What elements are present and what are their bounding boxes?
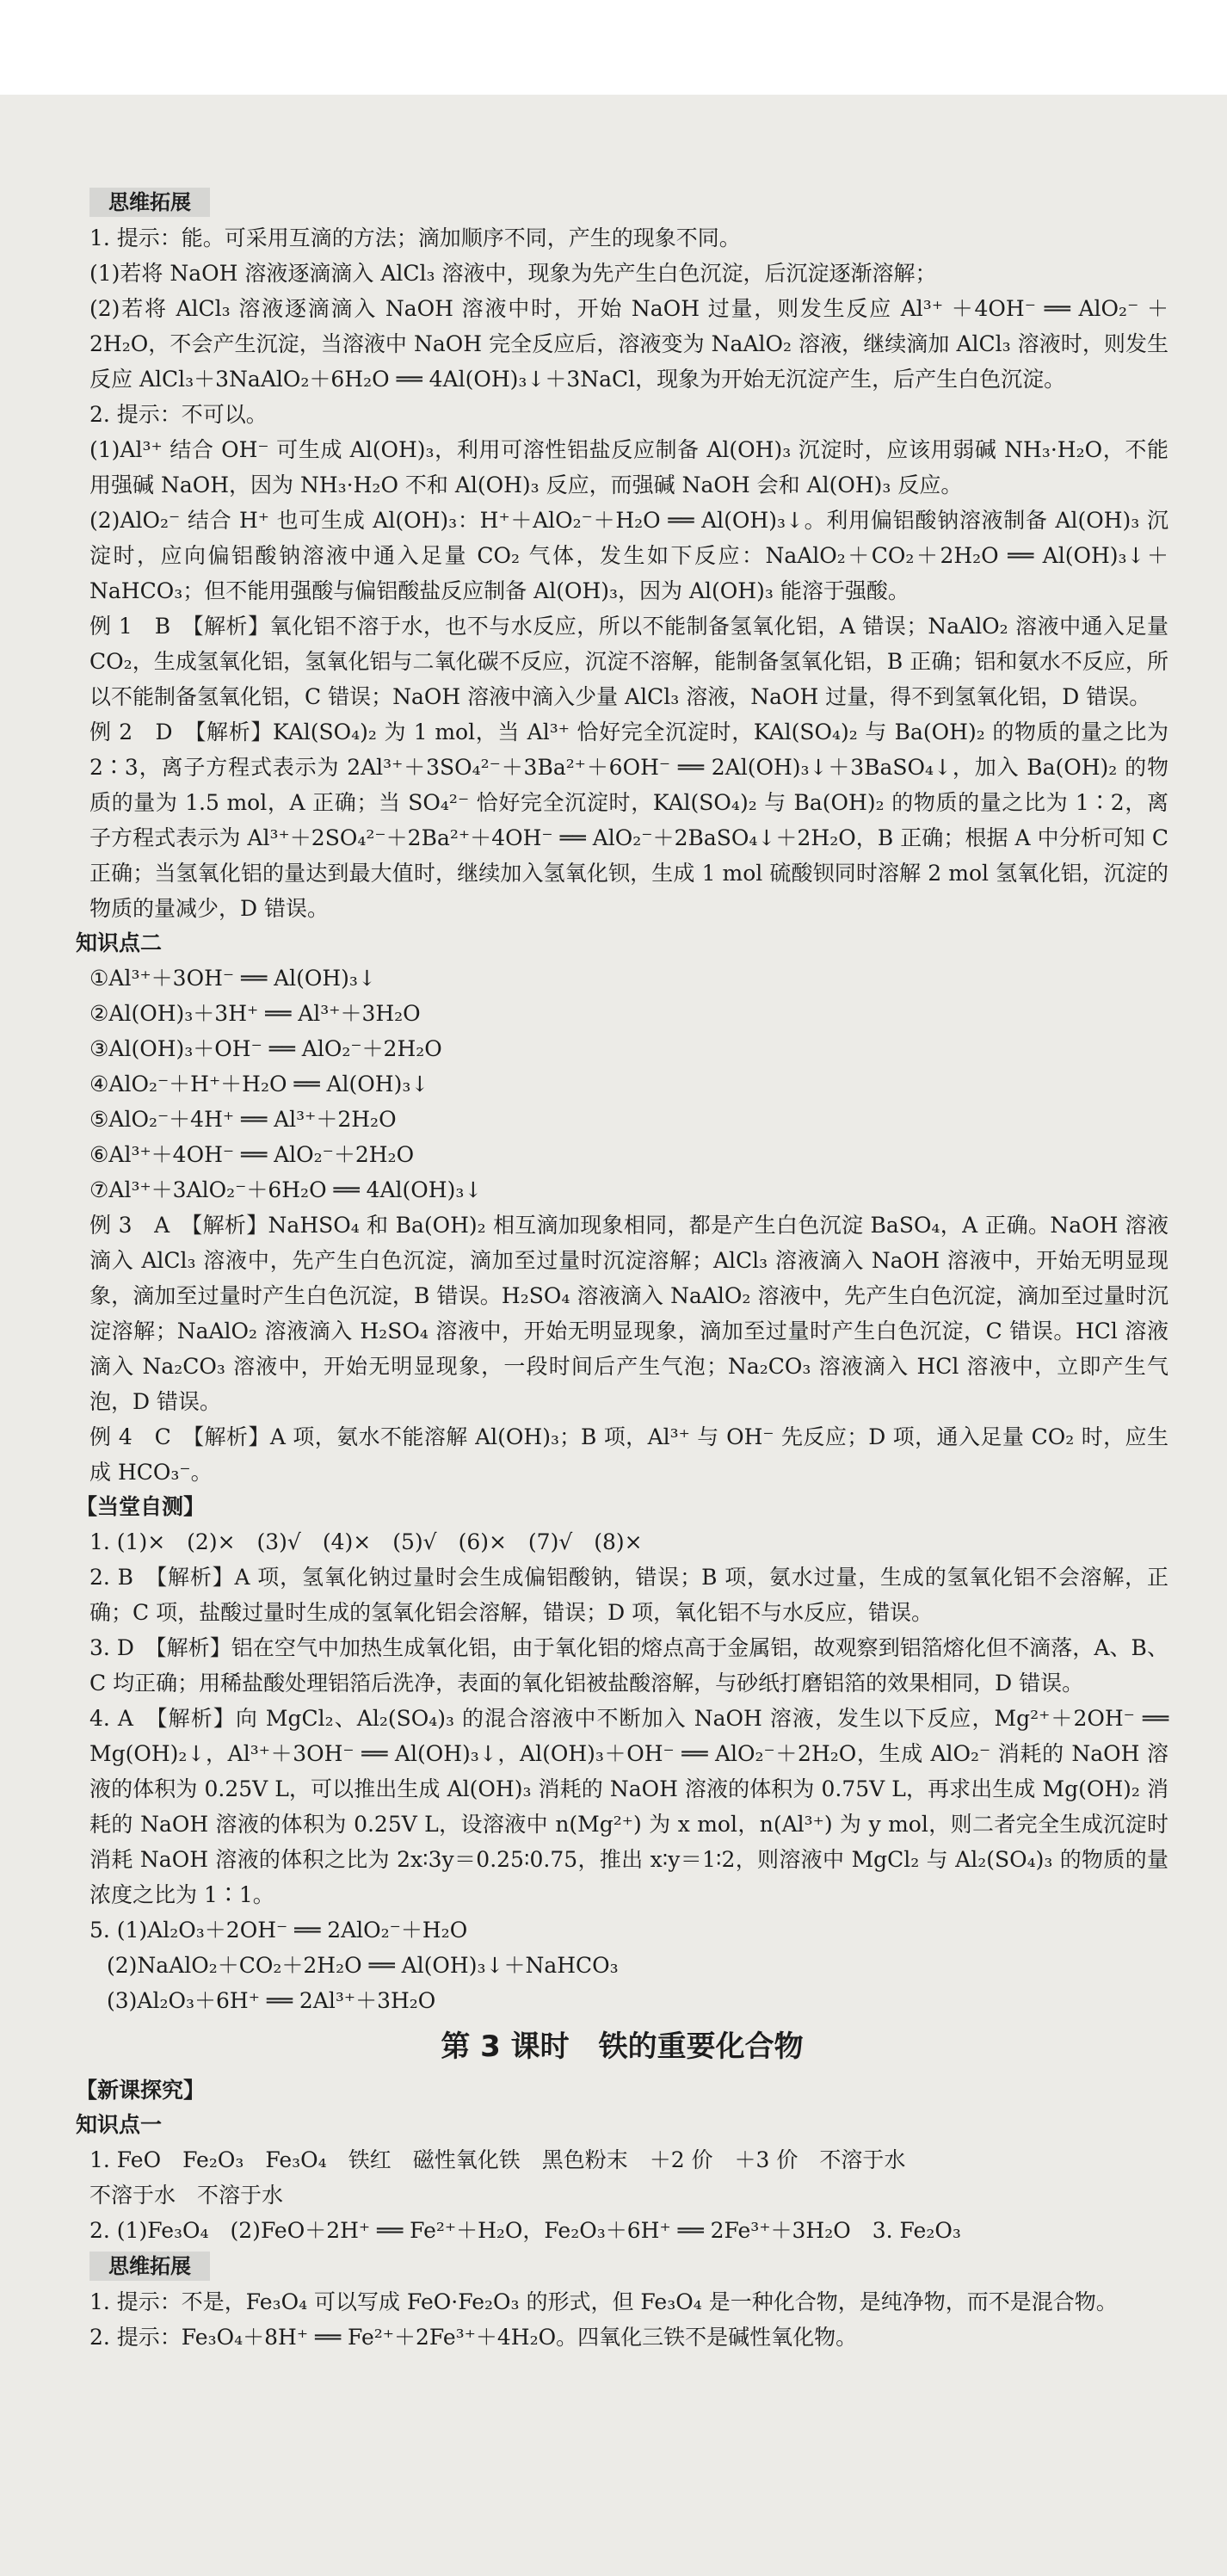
answer-line: 2. 提示：Fe₃O₄＋8H⁺ ══ Fe²⁺＋2Fe³⁺＋4H₂O。四氧化三铁不是碱性氧化物。 <box>89 2325 858 2350</box>
answer-line: 2. B 【解析】A 项，氢氧化钠过量时会生成偏铝酸钠，错误；B 项，氨水过量，生成的氢氧化铝不会溶解，正确；C 项，盐酸过量时生成的氢氧化铝会溶解，错误；D 项，氧化铝不与水反应，错误。 <box>89 1565 1168 1625</box>
answer-line: (1)Al³⁺ 结合 OH⁻ 可生成 Al(OH)₃，利用可溶性铝盐反应制备 Al(OH)₃ 沉淀时，应该用弱碱 NH₃·H₂O，不能用强碱 NaOH，因为 NH₃·H₂O 不和 Al(OH)₃ 反应，而强碱 NaOH 会和 Al(OH)₃ 反应。 <box>89 437 1168 497</box>
banner-row <box>76 2248 1168 2284</box>
section-banner: 思维拓展 <box>89 188 210 217</box>
answer-line: ⑦Al³⁺＋3AlO₂⁻＋6H₂O ══ 4Al(OH)₃↓ <box>89 1177 483 1202</box>
answer-line: ②Al(OH)₃＋3H⁺ ══ Al³⁺＋3H₂O <box>89 1001 421 1026</box>
answer-line: 例 1 B 【解析】氧化铝不溶于水，也不与水反应，所以不能制备氢氧化铝，A 错误；NaAlO₂ 溶液中通入足量 CO₂，生成氢氧化铝，氢氧化铝与二氧化碳不反应，沉淀不溶解，能制备氢氧化铝，B 正确；铝和氨水不反应，所以不能制备氢氧化铝，C 错误；NaOH 溶液中滴入少量 AlCl₃ 溶液，NaOH 过量，得不到氢氧化铝，D 错误。 <box>89 614 1168 709</box>
answer-line: (3)Al₂O₃＋6H⁺ ══ 2Al³⁺＋3H₂O <box>107 1988 436 2013</box>
section-heading: 知识点一 <box>76 2112 163 2137</box>
answer-line: 1. FeO Fe₂O₃ Fe₃O₄ 铁红 磁性氧化铁 黑色粉末 ＋2 价 ＋3 价 不溶于水 <box>89 2147 906 2172</box>
answer-line: 5. (1)Al₂O₃＋2OH⁻ ══ 2AlO₂⁻＋H₂O <box>89 1918 468 1943</box>
lesson-title: 第 3 课时 铁的重要化合物 <box>441 2029 804 2064</box>
answer-line: 1. 提示：不是，Fe₃O₄ 可以写成 FeO·Fe₂O₃ 的形式，但 Fe₃O₄ 是一种化合物，是纯净物，而不是混合物。 <box>89 2289 1118 2314</box>
answer-line: (2)AlO₂⁻ 结合 H⁺ 也可生成 Al(OH)₃：H⁺＋AlO₂⁻＋H₂O ══ Al(OH)₃↓。利用偏铝酸钠溶液制备 Al(OH)₃ 沉淀时，应向偏铝酸钠溶液中通入足量 CO₂ 气体，发生如下反应：NaAlO₂＋CO₂＋2H₂O ══ Al(OH)₃↓＋NaHCO₃；但不能用强酸与偏铝酸盐反应制备 Al(OH)₃，因为 Al(OH)₃ 能溶于强酸。 <box>89 508 1168 603</box>
answer-line: (2)NaAlO₂＋CO₂＋2H₂O ══ Al(OH)₃↓＋NaHCO₃ <box>107 1953 619 1978</box>
answer-content <box>76 184 1168 2355</box>
answer-line: 不溶于水 不溶于水 <box>89 2183 284 2208</box>
answer-line: 1. 提示：能。可采用互滴的方法；滴加顺序不同，产生的现象不同。 <box>89 225 741 250</box>
answer-line: (1)若将 NaOH 溶液逐滴滴入 AlCl₃ 溶液中，现象为先产生白色沉淀，后沉淀逐渐溶解； <box>89 261 937 286</box>
answer-line: ①Al³⁺＋3OH⁻ ══ Al(OH)₃↓ <box>89 966 376 991</box>
answer-line: ③Al(OH)₃＋OH⁻ ══ AlO₂⁻＋2H₂O <box>89 1036 442 1061</box>
answer-line: 4. A 【解析】向 MgCl₂、Al₂(SO₄)₃ 的混合溶液中不断加入 NaOH 溶液，发生以下反应，Mg²⁺＋2OH⁻ ══ Mg(OH)₂↓，Al³⁺＋3OH⁻ ══ Al(OH)₃↓，Al(OH)₃＋OH⁻ ══ AlO₂⁻＋2H₂O，生成 AlO₂⁻ 消耗的 NaOH 溶液的体积为 0.25V L，可以推出生成 Al(OH)₃ 消耗的 NaOH 溶液的体积为 0.75V L，再求出生成 Mg(OH)₂ 消耗的 NaOH 溶液的体积为 0.25V L，设溶液中 n(Mg²⁺) 为 x mol，n(Al³⁺) 为 y mol，则二者完全生成沉淀时消耗 NaOH 溶液的体积之比为 2x∶3y＝0.25∶0.75，推出 x∶y＝1∶2，则溶液中 MgCl₂ 与 Al₂(SO₄)₃ 的物质的量浓度之比为 1∶1。 <box>89 1706 1168 1907</box>
answer-line: 例 4 C 【解析】A 项，氨水不能溶解 Al(OH)₃；B 项，Al³⁺ 与 OH⁻ 先反应；D 项，通入足量 CO₂ 时，应生成 HCO₃⁻。 <box>89 1424 1168 1485</box>
answer-line: 3. D 【解析】铝在空气中加热生成氧化铝，由于氧化铝的熔点高于金属铝，故观察到铝箔熔化但不滴落，A、B、C 均正确；用稀盐酸处理铝箔后洗净，表面的氧化铝被盐酸溶解，与砂纸打磨铝箔的效果相同，D 错误。 <box>89 1635 1168 1696</box>
answer-line: ④AlO₂⁻＋H⁺＋H₂O ══ Al(OH)₃↓ <box>89 1072 429 1096</box>
section-heading: 【新课探究】 <box>76 2078 206 2103</box>
answer-line: (2)若将 AlCl₃ 溶液逐滴滴入 NaOH 溶液中时，开始 NaOH 过量，则发生反应 Al³⁺ ＋4OH⁻ ══ AlO₂⁻ ＋2H₂O，不会产生沉淀，当溶液中 NaOH 完全反应后，溶液变为 NaAlO₂ 溶液，继续滴加 AlCl₃ 溶液时，则发生反应 AlCl₃＋3NaAlO₂＋6H₂O ══ 4Al(OH)₃↓＋3NaCl，现象为开始无沉淀产生，后产生白色沉淀。 <box>89 296 1168 392</box>
answer-line: 例 2 D 【解析】KAl(SO₄)₂ 为 1 mol，当 Al³⁺ 恰好完全沉淀时，KAl(SO₄)₂ 与 Ba(OH)₂ 的物质的量之比为 2∶3，离子方程式表示为 2Al³⁺＋3SO₄²⁻＋3Ba²⁺＋6OH⁻ ══ 2Al(OH)₃↓＋3BaSO₄↓，加入 Ba(OH)₂ 的物质的量为 1.5 mol，A 正确；当 SO₄²⁻ 恰好完全沉淀时，KAl(SO₄)₂ 与 Ba(OH)₂ 的物质的量之比为 1∶2，离子方程式表示为 Al³⁺＋2SO₄²⁻＋2Ba²⁺＋4OH⁻ ══ AlO₂⁻＋2BaSO₄↓＋2H₂O，B 正确；根据 A 中分析可知 C 正确；当氢氧化铝的量达到最大值时，继续加入氢氧化钡，生成 1 mol 硫酸钡同时溶解 2 mol 氢氧化铝，沉淀的物质的量减少，D 错误。 <box>89 720 1168 921</box>
answer-line: 2. (1)Fe₃O₄ (2)FeO＋2H⁺ ══ Fe²⁺＋H₂O，Fe₂O₃＋6H⁺ ══ 2Fe³⁺＋3H₂O 3. Fe₂O₃ <box>89 2218 961 2243</box>
section-banner: 思维拓展 <box>89 2252 210 2281</box>
section-heading: 知识点二 <box>76 930 163 955</box>
answer-line: 1. (1)× (2)× (3)√ (4)× (5)√ (6)× (7)√ (8)× <box>89 1529 643 1554</box>
banner-row <box>76 184 1168 220</box>
answer-line: ⑤AlO₂⁻＋4H⁺ ══ Al³⁺＋2H₂O <box>89 1107 397 1132</box>
top-margin <box>0 0 1227 95</box>
answer-line: 2. 提示：不可以。 <box>89 402 268 427</box>
section-heading: 【当堂自测】 <box>76 1494 206 1519</box>
answer-line: ⑥Al³⁺＋4OH⁻ ══ AlO₂⁻＋2H₂O <box>89 1142 415 1167</box>
answer-line: 例 3 A 【解析】NaHSO₄ 和 Ba(OH)₂ 相互滴加现象相同，都是产生白色沉淀 BaSO₄，A 正确。NaOH 溶液滴入 AlCl₃ 溶液中，先产生白色沉淀，滴加至过量时沉淀溶解；AlCl₃ 溶液滴入 NaOH 溶液中，开始无明显现象，滴加至过量时产生白色沉淀，B 错误。H₂SO₄ 溶液滴入 NaAlO₂ 溶液中，先产生白色沉淀，滴加至过量时沉淀溶解；NaAlO₂ 溶液滴入 H₂SO₄ 溶液中，开始无明显现象，滴加至过量时产生白色沉淀，C 错误。HCl 溶液滴入 Na₂CO₃ 溶液中，开始无明显现象，一段时间后产生气泡；Na₂CO₃ 溶液滴入 HCl 溶液中，立即产生气泡，D 错误。 <box>89 1213 1168 1414</box>
